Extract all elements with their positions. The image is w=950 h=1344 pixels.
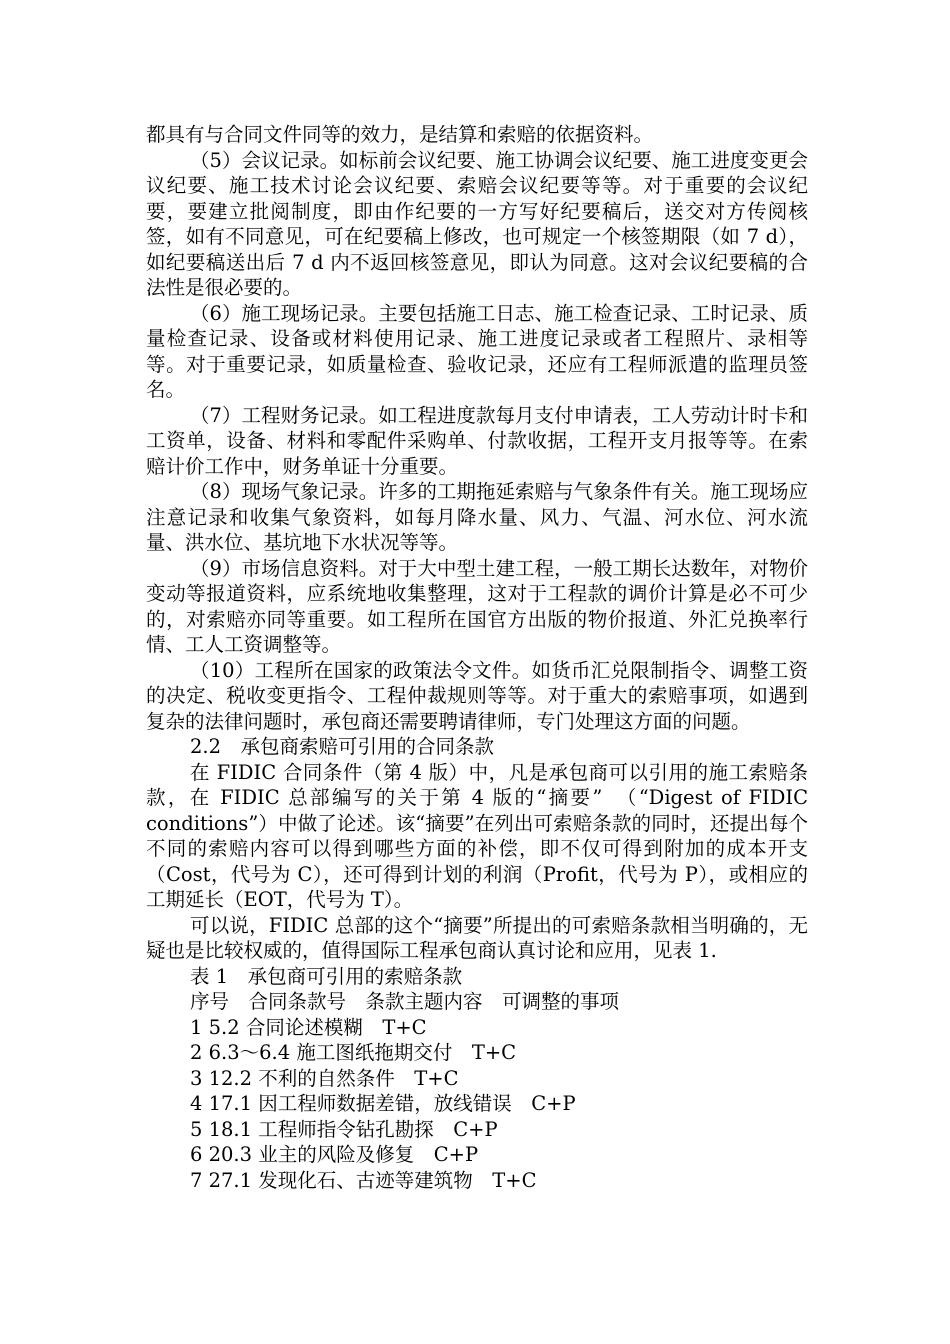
- table-title: 表 1 承包商可引用的索赔条款: [190, 964, 463, 988]
- document-page: [146, 122, 808, 1193]
- table-row: 5 18.1 工程师指令钻孔勘探 C+P: [190, 1117, 498, 1141]
- paragraph-meeting-records: （5）会议记录。如标前会议纪要、施工协调会议纪要、施工进度变更会议纪要、施工技术讨论会议纪要、索赔会议纪要等等。对于重要的会议纪要，要建立批阅制度，即由作纪要的一方写好纪要稿后，送交对方传阅核签，如有不同意见，可在纪要稿上修改，也可规定一个核签期限（如 7 d），如纪要稿送出后 7 d 内不返回核签意见，即认为同意。这对会议纪要稿的合法性是很必要的。: [146, 148, 808, 299]
- section-heading: 2.2 承包商索赔可引用的合同条款: [190, 735, 495, 758]
- table-row: 3 12.2 不利的自然条件 T+C: [190, 1066, 459, 1090]
- paragraph-market-info: （9）市场信息资料。对于大中型土建工程，一般工期长达数年，对物价变动等报道资料，应系统地收集整理，这对于工程款的调价计算是必不可少的，对索赔亦同等重要。如工程所在国官方出版的物价报道、外汇兑换率行情、工人工资调整等。: [146, 556, 808, 656]
- table-row: 7 27.1 发现化石、古迹等建筑物 T+C: [190, 1168, 537, 1192]
- paragraph-fidic-summary: 在 FIDIC 合同条件（第 4 版）中，凡是承包商可以引用的施工索赔条款，在 FIDIC 总部编写的关于第 4 版的“摘要” （“Digest of FIDIC conditions”）中做了论述。该“摘要”在列出可索赔条款的同时，还提出每个不同的索赔内容可以得到哪些方面的补偿，即不仅可得到附加的成本开支（Cost，代号为 C），还可得到计划的利润（Profit，代号为 P），或相应的工期延长（EOT，代号为 T）。: [146, 760, 808, 911]
- table-row: 1 5.2 合同论述模糊 T+C: [190, 1015, 427, 1039]
- table-header: 序号 合同条款号 条款主题内容 可调整的事项: [190, 990, 620, 1013]
- paragraph-policy-documents: （10）工程所在国家的政策法令文件。如货币汇兑限制指令、调整工资的决定、税收变更指令、工程仲裁规则等等。对于重大的索赔事项，如遇到复杂的法律问题时，承包商还需要聘请律师，专门处理这方面的问题。: [146, 658, 808, 733]
- paragraph-weather-records: （8）现场气象记录。许多的工期拖延索赔与气象条件有关。施工现场应注意记录和收集气象资料，如每月降水量、风力、气温、河水位、河水流量、洪水位、基坑地下水状况等等。: [146, 480, 808, 554]
- table-row: 6 20.3 业主的风险及修复 C+P: [190, 1143, 479, 1166]
- paragraph-financial-records: （7）工程财务记录。如工程进度款每月支付申请表，工人劳动计时卡和工资单，设备、材料和零配件采购单、付款收据，工程开支月报等等。在索赔计价工作中，财务单证十分重要。: [146, 403, 808, 478]
- paragraph-site-records: （6）施工现场记录。主要包括施工日志、施工检查记录、工时记录、质量检查记录、设备或材料使用记录、施工进度记录或者工程照片、录相等等。对于重要记录，如质量检查、验收记录，还应有工程师派遣的监理员签名。: [146, 301, 808, 401]
- paragraph-continued: 都具有与合同文件同等的效力，是结算和索赔的依据资料。: [146, 123, 654, 146]
- paragraph-fidic-authority: 可以说，FIDIC 总部的这个“摘要”所提出的可索赔条款相当明确的，无疑也是比较权威的，值得国际工程承包商认真讨论和应用，见表 1.: [146, 913, 808, 962]
- table-row: 2 6.3～6.4 施工图纸拖期交付 T+C: [190, 1041, 517, 1064]
- table-row: 4 17.1 因工程师数据差错，放线错误 C+P: [190, 1092, 576, 1115]
